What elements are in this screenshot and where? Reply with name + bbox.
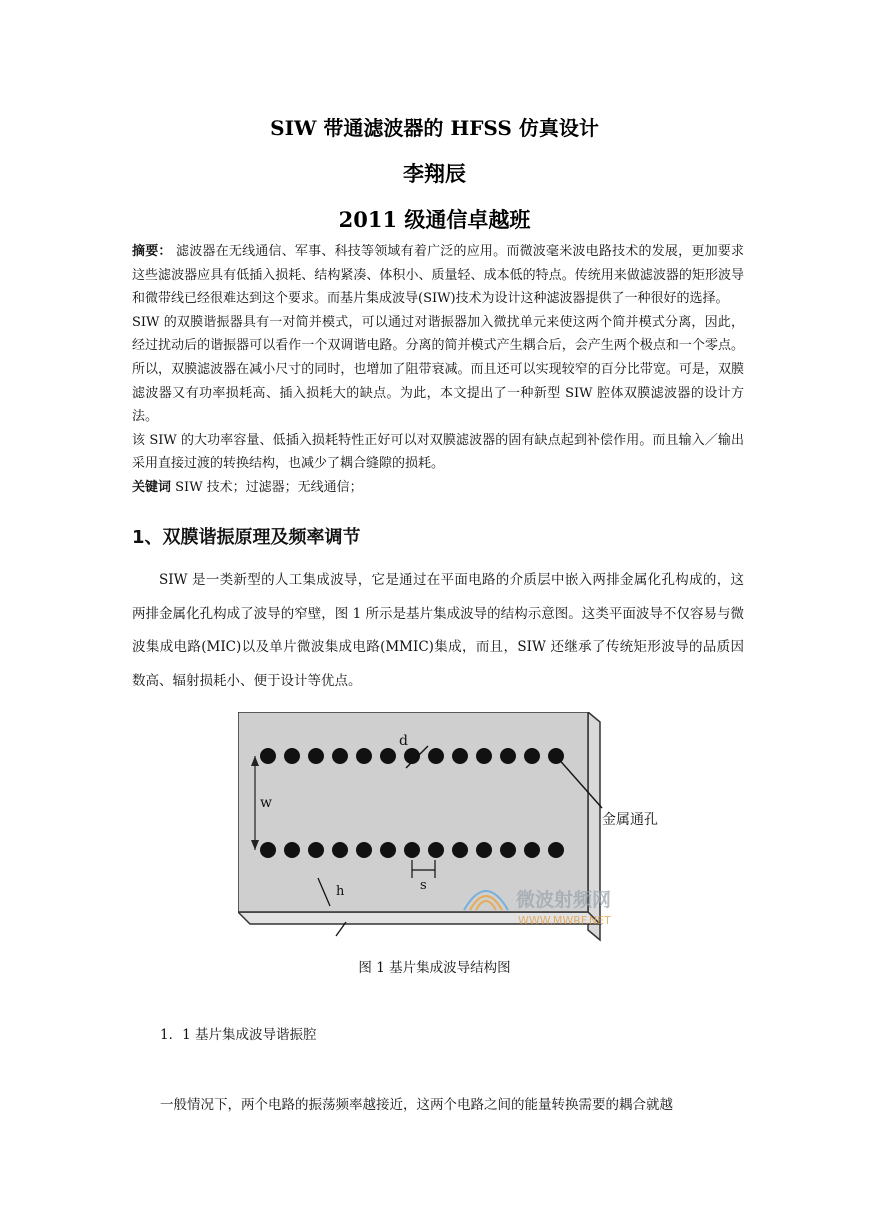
via-hole xyxy=(452,842,468,858)
siw-structure-figure xyxy=(238,712,658,942)
subsection-heading: 1．1 基片集成波导谐振腔 xyxy=(160,1027,317,1043)
via-hole xyxy=(524,842,540,858)
paragraph-text: 一般情况下，两个电路的振荡频率越接近，这两个电路之间的能量转换需要的耦合就越 xyxy=(160,1097,673,1113)
via-hole xyxy=(284,748,300,764)
via-hole xyxy=(548,842,564,858)
via-hole xyxy=(500,842,516,858)
d-label: d xyxy=(399,733,408,749)
via-hole xyxy=(260,842,276,858)
via-hole xyxy=(380,842,396,858)
via-hole xyxy=(356,842,372,858)
via-hole xyxy=(332,842,348,858)
via-hole xyxy=(500,748,516,764)
figure-caption: 图 1 基片集成波导结构图 xyxy=(358,960,511,976)
via-hole xyxy=(308,842,324,858)
via-hole xyxy=(452,748,468,764)
h-label: h xyxy=(336,884,345,899)
abstract-label: 摘要： xyxy=(132,244,172,259)
abstract-text-1: 滤波器在无线通信、军事、科技等领域有着广泛的应用。而微波毫米波电路技术的发展，更加要求这些滤波器应具有低插入损耗、结构紧凑、体积小、质量轻、成本低的特点。传统用来做滤波器的矩形波导和微带线已经很难达到这个要求。而基片集成波导(SIW)技术为设计这种滤波器提供了一种很好的选择。 xyxy=(132,244,744,307)
via-hole xyxy=(476,748,492,764)
abstract-paragraph-3: 该 SIW 的大功率容量、低插入损耗特性正好可以对双膜滤波器的固有缺点起到补偿作用。而且输入／输出采用直接过渡的转换结构，也减少了耦合缝隙的损耗。 xyxy=(132,432,744,472)
section-paragraph: SIW 是一类新型的人工集成波导，它是通过在平面电路的介质层中嵌入两排金属化孔构成的，这两排金属化孔构成了波导的窄壁，图 1 所示是基片集成波导的结构示意图。这类平面波导不仅容易与微波集成电路(MIC)以及单片微波集成电路(MMIC)集成，而且，SIW 还继承了传统矩形波导的品质因数高、辐射损耗小、便于设计等优点。 xyxy=(132,572,744,689)
keywords-label: 关键词 xyxy=(132,479,172,495)
keywords-line xyxy=(132,476,744,500)
via-hole xyxy=(428,842,444,858)
via-label: 金属通孔 xyxy=(602,812,658,828)
author-affiliation: 2011 级通信卓越班 xyxy=(338,207,531,232)
via-hole xyxy=(308,748,324,764)
watermark-name: 微波射频网 xyxy=(516,889,612,911)
substrate-top xyxy=(238,712,588,912)
abstract-paragraph-2: SIW 的双膜谐振器具有一对简并模式，可以通过对谐振器加入微扰单元来使这两个简并模式分离，因此，经过扰动后的谐振器可以看作一个双调谐电路。分离的简并模式产生耦合后，会产生两个极点和一个零点。所以，双膜滤波器在减小尺寸的同时，也增加了阻带衰减。而且还可以实现较窄的百分比带宽。可是，双膜滤波器又有功率损耗高、插入损耗大的缺点。为此，本文提出了一种新型 SIW 腔体双膜滤波器的设计方法。 xyxy=(132,314,744,425)
via-hole xyxy=(476,842,492,858)
via-hole xyxy=(356,748,372,764)
via-hole xyxy=(260,748,276,764)
document-title: SIW 带通滤波器的 HFSS 仿真设计 xyxy=(270,116,599,140)
abstract-paragraph-1 xyxy=(132,240,744,311)
watermark-url: WWW.MWRF.NET xyxy=(518,914,611,927)
via-hole xyxy=(284,842,300,858)
s-label: s xyxy=(420,878,427,893)
via-hole xyxy=(428,748,444,764)
via-hole xyxy=(524,748,540,764)
via-hole xyxy=(380,748,396,764)
section-heading: 1、双膜谐振原理及频率调节 xyxy=(132,527,361,548)
keywords-text: SIW 技术；过滤器；无线通信； xyxy=(171,479,363,495)
w-label: w xyxy=(260,795,272,811)
author-name: 李翔辰 xyxy=(403,161,466,186)
abstract-block xyxy=(132,240,744,500)
via-hole xyxy=(332,748,348,764)
via-hole xyxy=(404,842,420,858)
